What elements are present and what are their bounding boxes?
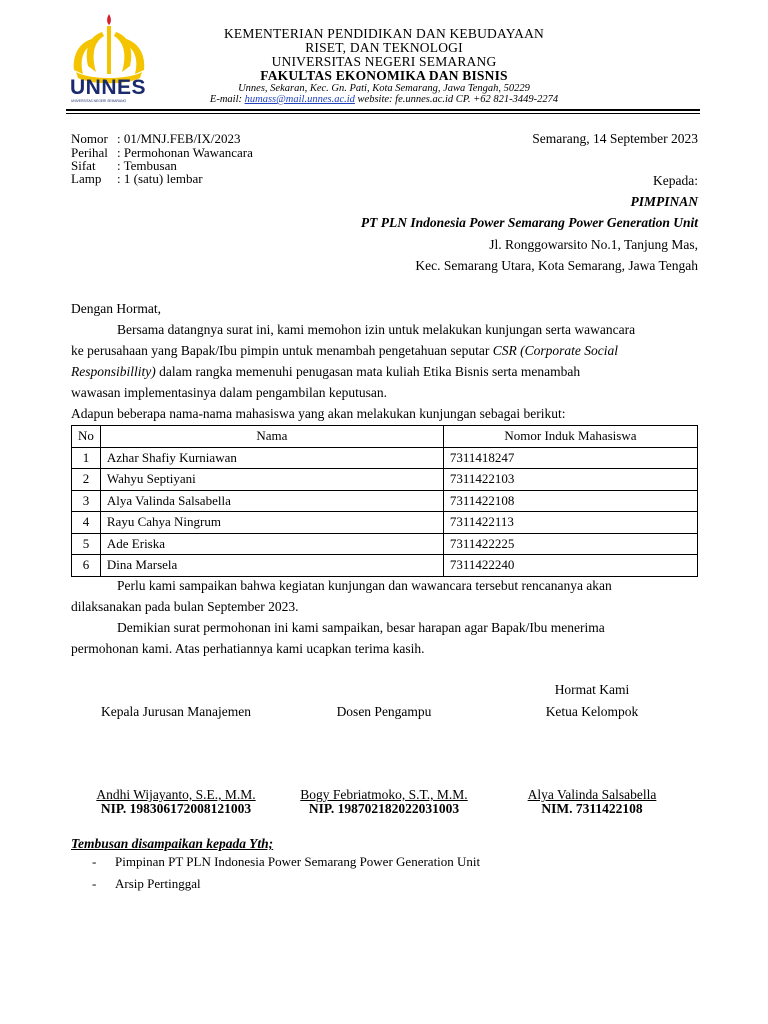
cell-no: 3: [72, 490, 101, 512]
header-university: UNIVERSITAS NEGERI SEMARANG: [271, 54, 497, 69]
header-ministry: KEMENTERIAN PENDIDIKAN DAN KEBUDAYAAN: [223, 26, 544, 41]
cell-nama: Wahyu Septiyani: [100, 469, 443, 491]
para1-line3: [71, 361, 701, 382]
cc-bullet: -: [92, 876, 97, 891]
para1-line1: Bersama datangnya surat ini, kami memohon izin untuk melakukan kunjungan serta wawancara: [117, 322, 636, 337]
meta-nomor: [71, 132, 241, 146]
nomor-value: : 01/MNJ.FEB/IX/2023: [117, 131, 241, 146]
cell-nim: 7311422103: [443, 469, 697, 491]
table-row: [72, 469, 698, 491]
closing-hormat: Hormat Kami: [554, 682, 630, 697]
header-directorate: RISET, DAN TEKNOLOGI: [305, 40, 463, 55]
cell-nama: Dina Marsela: [100, 555, 443, 577]
sig-left-role: Kepala Jurusan Manajemen: [101, 704, 251, 719]
cell-nim: 7311422113: [443, 512, 697, 534]
sig-left-name-text: Andhi Wijayanto, S.E., M.M.: [96, 787, 256, 802]
cell-no: 2: [72, 469, 101, 491]
student-table: [71, 425, 698, 577]
recipient-title: PIMPINAN: [630, 194, 698, 209]
letter-date: Semarang, 14 September 2023: [532, 131, 698, 146]
csr-term-end: Responsibillity): [71, 364, 156, 379]
contact-prefix: E-mail:: [209, 94, 245, 105]
nomor-label: Nomor: [71, 131, 108, 146]
cell-nim: 7311418247: [443, 447, 697, 469]
sig-right-id-text: NIM. 7311422108: [541, 801, 643, 816]
cc-item-text: Arsip Pertinggal: [115, 876, 201, 891]
meta-lamp: [71, 172, 203, 186]
cell-nama: Ade Eriska: [100, 533, 443, 555]
para1-line4: wawasan implementasinya dalam pengambilan keputusan.: [71, 385, 388, 400]
sig-right-id: [502, 801, 682, 817]
cell-no: 5: [72, 533, 101, 555]
cc-item-text: Pimpinan PT PLN Indonesia Power Semarang Power Generation Unit: [115, 854, 481, 869]
salutation: Dengan Hormat,: [71, 301, 161, 316]
perihal-value: : Permohonan Wawancara: [117, 145, 253, 160]
table-row: [72, 447, 698, 469]
contact-suffix: website: fe.unnes.ac.id CP. +62 821-3449-2274: [354, 94, 559, 105]
col-header-nim: Nomor Induk Mahasiswa: [443, 426, 697, 448]
para3-line2: dilaksanakan pada bulan September 2023.: [71, 599, 299, 614]
sig-middle-id-text: NIP. 198702182022031003: [308, 801, 460, 816]
recipient-address-1: Jl. Ronggowarsito No.1, Tanjung Mas,: [489, 237, 698, 252]
cell-nama: Rayu Cahya Ningrum: [100, 512, 443, 534]
csr-term: CSR (Corporate Social: [492, 343, 618, 358]
lamp-value: : 1 (satu) lembar: [117, 171, 203, 186]
logo-subtext: UNIVERSITAS NEGERI SEMARANG: [71, 99, 127, 103]
sig-middle-name-text: Bogy Febriatmoko, S.T., M.M.: [300, 787, 468, 802]
cc-bullet: -: [92, 854, 97, 869]
recipient-kepada: Kepada:: [653, 173, 698, 188]
para3-line1: Perlu kami sampaikan bahwa kegiatan kunjungan dan wawancara tersebut rencananya akan: [117, 578, 612, 593]
unnes-logo: [66, 10, 152, 106]
para1-line2-text: ke perusahaan yang Bapak/Ibu pimpin untuk menambah pengetahuan seputar: [71, 343, 493, 358]
table-row: [72, 555, 698, 577]
cell-no: 1: [72, 447, 101, 469]
sifat-value: : Tembusan: [117, 158, 177, 173]
para1-line3-text: dalam rangka memenuhi penugasan mata kuliah Etika Bisnis serta menambah: [155, 364, 581, 379]
table-row: [72, 533, 698, 555]
cc-item: [92, 876, 201, 892]
cell-nama: Azhar Shafiy Kurniawan: [100, 447, 443, 469]
col-header-no: No: [72, 426, 101, 448]
para4-line1: Demikian surat permohonan ini kami sampaikan, besar harapan agar Bapak/Ibu menerima: [117, 620, 605, 635]
sig-middle-id: [282, 801, 486, 817]
header-address: Unnes, Sekaran, Kec. Gn. Pati, Kota Semarang, Jawa Tengah, 50229: [238, 83, 530, 94]
cell-nim: 7311422108: [443, 490, 697, 512]
sig-left-id-text: NIP. 198306172008121003: [100, 801, 252, 816]
table-header-row: [72, 426, 698, 448]
perihal-label: Perihal: [71, 145, 108, 160]
table-row: [72, 512, 698, 534]
sig-right-name-text: Alya Valinda Salsabella: [527, 787, 657, 802]
logo-text: UNNES: [70, 76, 147, 99]
recipient-company: PT PLN Indonesia Power Semarang Power Generation Unit: [360, 215, 698, 230]
header-contact: [160, 94, 608, 105]
para4-line2: permohonan kami. Atas perhatiannya kami ucapkan terima kasih.: [71, 641, 425, 656]
sig-left-id: [80, 801, 272, 817]
table-row: [72, 490, 698, 512]
col-header-nama: Nama: [100, 426, 443, 448]
sig-middle-role: Dosen Pengampu: [336, 704, 432, 719]
para1-line2: [71, 340, 701, 361]
lamp-label: Lamp: [71, 171, 102, 186]
para2: Adapun beberapa nama-nama mahasiswa yang akan melakukan kunjungan sebagai berikut:: [71, 406, 566, 421]
sifat-label: Sifat: [71, 158, 96, 173]
cell-no: 4: [72, 512, 101, 534]
cell-nama: Alya Valinda Salsabella: [100, 490, 443, 512]
email-link[interactable]: humass@mail.unnes.ac.id: [244, 94, 355, 105]
header-rule-thin: [66, 113, 700, 114]
cc-item: [92, 854, 480, 870]
recipient-address-2: Kec. Semarang Utara, Kota Semarang, Jawa Tengah: [415, 258, 698, 273]
header-faculty: FAKULTAS EKONOMIKA DAN BISNIS: [260, 68, 508, 83]
header-rule-thick: [66, 109, 700, 111]
sig-right-role: Ketua Kelompok: [545, 704, 639, 719]
cc-label: Tembusan disampaikan kepada Yth;: [71, 836, 274, 851]
cell-no: 6: [72, 555, 101, 577]
cell-nim: 7311422240: [443, 555, 697, 577]
cell-nim: 7311422225: [443, 533, 697, 555]
